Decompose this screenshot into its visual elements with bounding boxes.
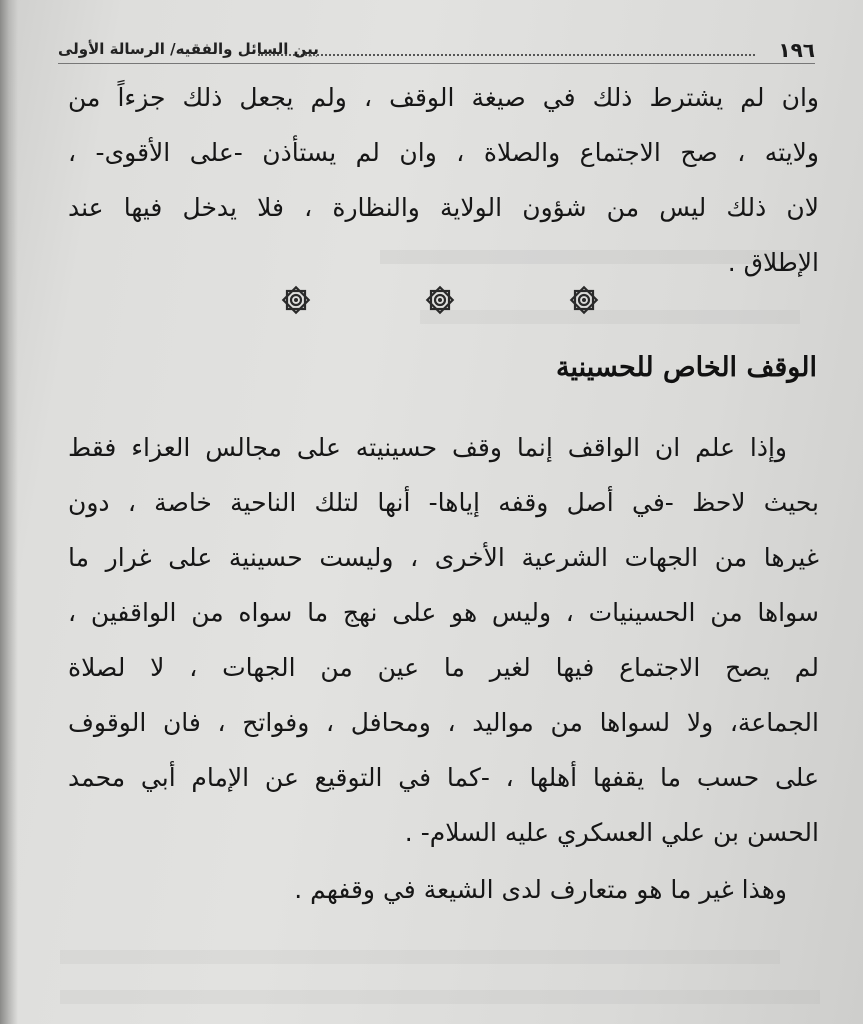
show-through-shade [60, 990, 820, 1004]
text-line: وهذا غير ما هو متعارف لدى الشيعة في وقفهم . [294, 875, 787, 904]
header-rule [58, 63, 815, 64]
page-number: ١٩٦ [778, 38, 815, 62]
running-title: بين السائل والفقيه/ الرسالة الأولى [58, 40, 319, 58]
text-line: ولايته ، صح الاجتماع والصلاة ، وان لم يستأذن -على الأقوى- ، [68, 138, 819, 167]
text-line: بحيث لاحظ -في أصل وقفه إياها- أنها لتلك الناحية خاصة ، دون [68, 488, 819, 517]
paragraph-top [68, 70, 819, 290]
text-line: الجماعة، ولا لسواها من مواليد ، ومحافل ، وفواتح ، فان الوقوف [68, 708, 819, 737]
text-line: لان ذلك ليس من شؤون الولاية والنظارة ، فلا يدخل فيها عند [68, 193, 819, 222]
section-heading: الوقف الخاص للحسينية [556, 352, 817, 383]
text-line: الإطلاق . [727, 248, 819, 277]
star-ornament-icon [568, 284, 600, 316]
section-divider-ornaments [280, 280, 600, 320]
star-ornament-icon [280, 284, 312, 316]
star-ornament-icon [424, 284, 456, 316]
header-dotted-leader [258, 54, 755, 56]
paragraph-main [68, 420, 819, 860]
text-line: لم يصح الاجتماع فيها لغير ما عين من الجهات ، لا لصلاة [68, 653, 819, 682]
text-line: وان لم يشترط ذلك في صيغة الوقف ، ولم يجعل ذلك جزءاً من [68, 83, 819, 112]
paragraph-final [68, 862, 819, 917]
text-line: سواها من الحسينيات ، وليس هو على نهج ما سواه من الواقفين ، [68, 598, 819, 627]
text-line: الحسن بن علي العسكري عليه السلام- . [404, 818, 819, 847]
text-line: وإذا علم ان الواقف إنما وقف حسينيته على مجالس العزاء فقط [68, 433, 787, 462]
show-through-shade [60, 950, 780, 964]
text-line: غيرها من الجهات الشرعية الأخرى ، وليست حسينية على غرار ما [68, 543, 819, 572]
running-header [58, 32, 815, 64]
text-line: على حسب ما يقفها أهلها ، -كما في التوقيع عن الإمام أبي محمد [68, 763, 819, 792]
page-gutter-shadow [0, 0, 18, 1024]
